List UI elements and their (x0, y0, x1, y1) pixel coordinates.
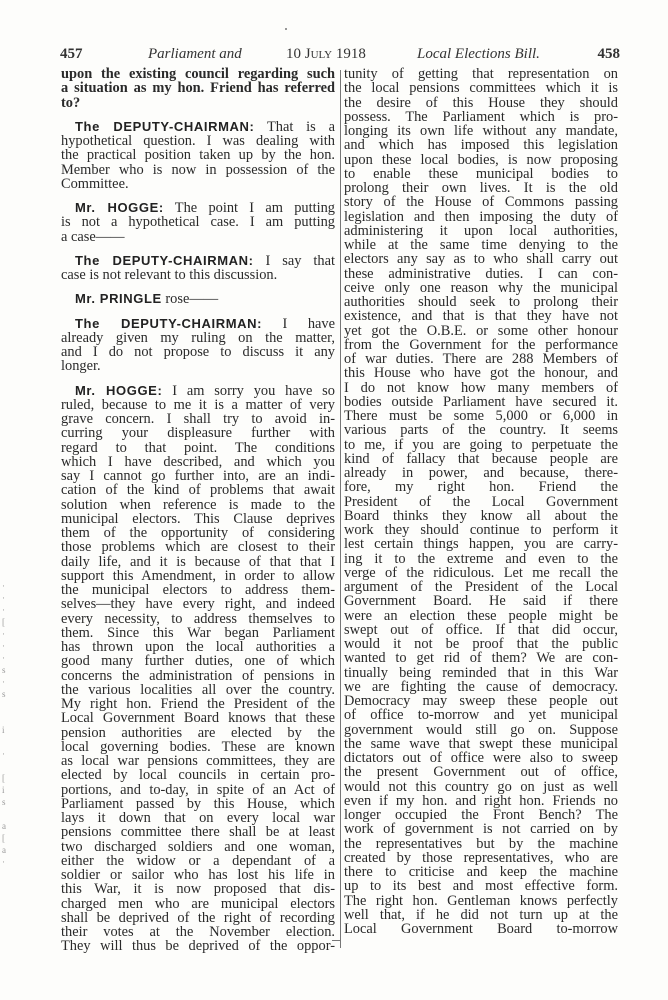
text-line: bodies outside Parliament have secured it. (344, 394, 618, 409)
text-line: there to criticise and keep the machine (344, 865, 618, 880)
column-rule (340, 70, 341, 948)
text-line: the local pensions committees which it is (344, 81, 618, 96)
speech-deputy-chairman-1 (61, 120, 335, 191)
text-line: this War, it is now proposed that dis- (61, 882, 335, 897)
text-line: kind of fallacy that because people are (344, 451, 618, 466)
text-line: this House who have got the honour, and (344, 366, 618, 381)
text-line: ruled, because to me it is a matter of very (61, 397, 335, 412)
text-line: cation of the kind of problems that await (61, 483, 335, 498)
text-line: Local Government Board knows that these (61, 711, 335, 726)
text-line: already in power, and because, there- (344, 466, 618, 481)
text-line: I say that (253, 253, 335, 268)
speech-deputy-chairman-3 (61, 317, 335, 374)
text-line: the various localities all over the country. (61, 682, 335, 697)
text-line: I have (262, 316, 335, 331)
text-line: the desire of this House they should (344, 95, 618, 110)
text-line: yet got the O.B.E. or some other honour (344, 323, 618, 338)
text-line: hypothetical question. I was dealing with (61, 134, 335, 149)
text-line: President of the Local Government (344, 494, 618, 509)
text-line: portions, and to-day, in spite of an Act of (61, 782, 335, 797)
text-line: and which has imposed this legislation (344, 138, 618, 153)
text-line: Member who is now in possession of the (61, 162, 335, 177)
margin-scan-marks: · · · [ · · · s · s i · [ i s a [ a · (2, 581, 6, 867)
text-line: has thrown upon the local authorities a (61, 640, 335, 655)
text-line: and I do not propose to discuss it any (61, 345, 335, 360)
continued-speech (344, 67, 618, 936)
text-line: selves—they have every right, and indeed (61, 597, 335, 612)
text-line: elected by local councils in certain pro- (61, 768, 335, 783)
right-column (344, 67, 618, 946)
left-page-number: 457 (60, 46, 83, 62)
text-line: the same wave that swept these municipal (344, 736, 618, 751)
text-line: two discharged soldiers and one woman, (61, 839, 335, 854)
text-line: to enable these municipal bodies to (344, 166, 618, 181)
left-running-title: Parliament and (148, 46, 242, 62)
speaker-name: Mr. PRINGLE (75, 292, 162, 307)
text-line: verge of the ridiculous. Let me recall the (344, 565, 618, 580)
text-line: existence, and that is that they have not (344, 309, 618, 324)
text-line: case is not relevant to this discussion. (61, 268, 278, 283)
text-line: argument of the President of the Local (344, 580, 618, 595)
text-line: up to its best and most effective form. (344, 879, 618, 894)
speaker-name: The DEPUTY-CHAIRMAN: (75, 253, 254, 268)
text-line: of office to-morrow and yet municipal (344, 708, 618, 723)
header-date: 10 July 1918 (286, 46, 366, 62)
text-line: charged men who are municipal electors (61, 896, 335, 911)
text-line: wanted to get rid of them? We are con- (344, 651, 618, 666)
text-line: Committee. (61, 176, 129, 191)
text-line: ceive only one reason why the municipal (344, 280, 618, 295)
text-line: Democracy may sweep these people out (344, 694, 618, 709)
text-line: tinually being reminded that in this War (344, 665, 618, 680)
text-line: is not a hypothetical case. I am putting (61, 215, 335, 230)
text-line: grave concern. I shall try to avoid in- (61, 412, 335, 427)
text-line: these administrative duties. I can con- (344, 266, 618, 281)
speaker-name: Mr. HOGGE: (75, 383, 163, 398)
text-line: would not this country go on just as well (344, 779, 618, 794)
text-line: them. Since this War began Parliament (61, 625, 335, 640)
text-line: from the Government for the performance (344, 337, 618, 352)
page-header (60, 46, 620, 66)
text-line: were an election these people might be (344, 608, 618, 623)
text-line: various parts of the country. It seems (344, 423, 618, 438)
text-line: work they should continue to perform it (344, 523, 618, 538)
text-line: longing its own life without any mandate, (344, 124, 618, 139)
text-line: The point I am putting (163, 201, 335, 216)
text-line: a situation as my hon. Friend has referred (61, 81, 335, 96)
text-line: we are fighting the cause of democracy. (344, 679, 618, 694)
text-line: work of government is not carried on by (344, 822, 618, 837)
text-line: tunity of getting that representation on (344, 67, 618, 82)
text-line: electors any say as to who shall carry out (344, 252, 618, 267)
text-line: curring your displeasure further with (61, 426, 335, 441)
text-line: There must be some 5,000 or 6,000 in (344, 409, 618, 424)
speech-hogge-2 (61, 384, 335, 954)
text-line: good many further duties, one of which (61, 654, 335, 669)
text-line: their votes at the November election. (61, 925, 335, 940)
text-line: the municipal electors to address them- (61, 583, 335, 598)
speaker-name: The DEPUTY-CHAIRMAN: (75, 119, 255, 134)
text-line: the present Government out of office, (344, 765, 618, 780)
text-line: Government Board. He said if there (344, 594, 618, 609)
text-line: government would still go on. Suppose (344, 722, 618, 737)
speech-pringle (61, 292, 335, 306)
text-line: pension authorities are elected by the (61, 725, 335, 740)
speaker-name: The DEPUTY-CHAIRMAN: (75, 316, 263, 331)
text-line: either the widow or a dependant of a (61, 853, 335, 868)
text-line: local governing bodies. These are known (61, 739, 335, 754)
text-line: They will thus be deprived of the oppor- (61, 939, 335, 954)
text-line: Board thinks they know all about the (344, 508, 618, 523)
text-line: support this Amendment, in order to allow (61, 568, 335, 583)
text-line: soldier or sailor who has lost his life in (61, 868, 335, 883)
text-line: as local war pensions committees, they are (61, 754, 335, 769)
text-line: upon these local bodies, is now proposing (344, 152, 618, 167)
text-line: regard to that point. The conditions (61, 440, 335, 455)
text-line: lays it down that on every local war (61, 811, 335, 826)
text-line: pensions committee there shall be at least (61, 825, 335, 840)
text-line: lest certain things happen, you are carry- (344, 537, 618, 552)
text-line: which I have described, and which you (61, 454, 335, 469)
text-line: ing it to the extreme and even to the (344, 551, 618, 566)
left-column (61, 67, 335, 964)
text-line: of war duties. There are 288 Members of (344, 352, 618, 367)
text-line: I do not know how many members of (344, 380, 618, 395)
text-line: the representatives but by the machine (344, 836, 618, 851)
print-speck (285, 28, 287, 30)
text-line: Parliament passed by this House, which (61, 796, 335, 811)
text-line: say I cannot go further into, are an indi- (61, 469, 335, 484)
text-line: solution when reference is made to the (61, 497, 335, 512)
text-line: dictators out of office were also to sweep (344, 751, 618, 766)
text-line: That is a (254, 119, 335, 134)
text-line: rose—— (161, 292, 219, 307)
text-line: administering it upon local authorities, (344, 223, 618, 238)
text-line: well that, if he did not turn up at the (344, 907, 618, 922)
text-line: would it not be proof that the public (344, 637, 618, 652)
text-line: My right hon. Friend the President of the (61, 697, 335, 712)
speech-hogge-1 (61, 201, 335, 244)
text-line: concerns the administration of pensions in (61, 668, 335, 683)
text-line: a case—— (61, 229, 125, 244)
right-running-title: Local Elections Bill. (417, 46, 540, 62)
text-line: story of the House of Commons passing (344, 195, 618, 210)
text-line: prolong their own lives. It is the old (344, 181, 618, 196)
text-line: longer. (61, 359, 101, 374)
speaker-name: Mr. HOGGE: (75, 201, 164, 215)
text-line: the practical position taken up by the hon. (61, 148, 335, 163)
text-line: swept out of office. If that did occur, (344, 622, 618, 637)
text-line: authorities should seek to prolong their (344, 295, 618, 310)
text-line: longer occupied the Front Bench? The (344, 808, 618, 823)
text-line: upon the existing council regarding such (61, 67, 335, 82)
continued-paragraph (61, 67, 335, 110)
text-line: every necessity, to address themselves to (61, 611, 335, 626)
text-line: to me, if you are going to perpetuate the (344, 437, 618, 452)
text-line: I am sorry you have so (162, 383, 335, 398)
text-line: created by those representatives, who are (344, 850, 618, 865)
text-line: fore, my right hon. Friend the (344, 480, 618, 495)
text-line: municipal electors. This Clause deprives (61, 511, 335, 526)
text-line: already given my ruling on the matter, (61, 330, 335, 345)
text-line: Local Government Board to-morrow (344, 922, 618, 937)
text-line: to? (61, 95, 81, 110)
text-line: daily life, and it is because of that that I (61, 554, 335, 569)
text-line: The right hon. Gentleman knows perfectly (344, 893, 618, 908)
text-line: shall be deprived of the right of recording (61, 910, 335, 925)
text-line: those problems which are closest to their (61, 540, 335, 555)
text-line: while at the same time denying to the (344, 238, 618, 253)
text-line: them of the opportunity of considering (61, 526, 335, 541)
text-line: even if my hon. and right hon. Friends no (344, 793, 618, 808)
text-line: legislation and then imposing the duty of (344, 209, 618, 224)
speech-deputy-chairman-2 (61, 254, 335, 283)
text-line: possess. The Parliament which is pro- (344, 109, 618, 124)
right-page-number: 458 (597, 46, 620, 62)
